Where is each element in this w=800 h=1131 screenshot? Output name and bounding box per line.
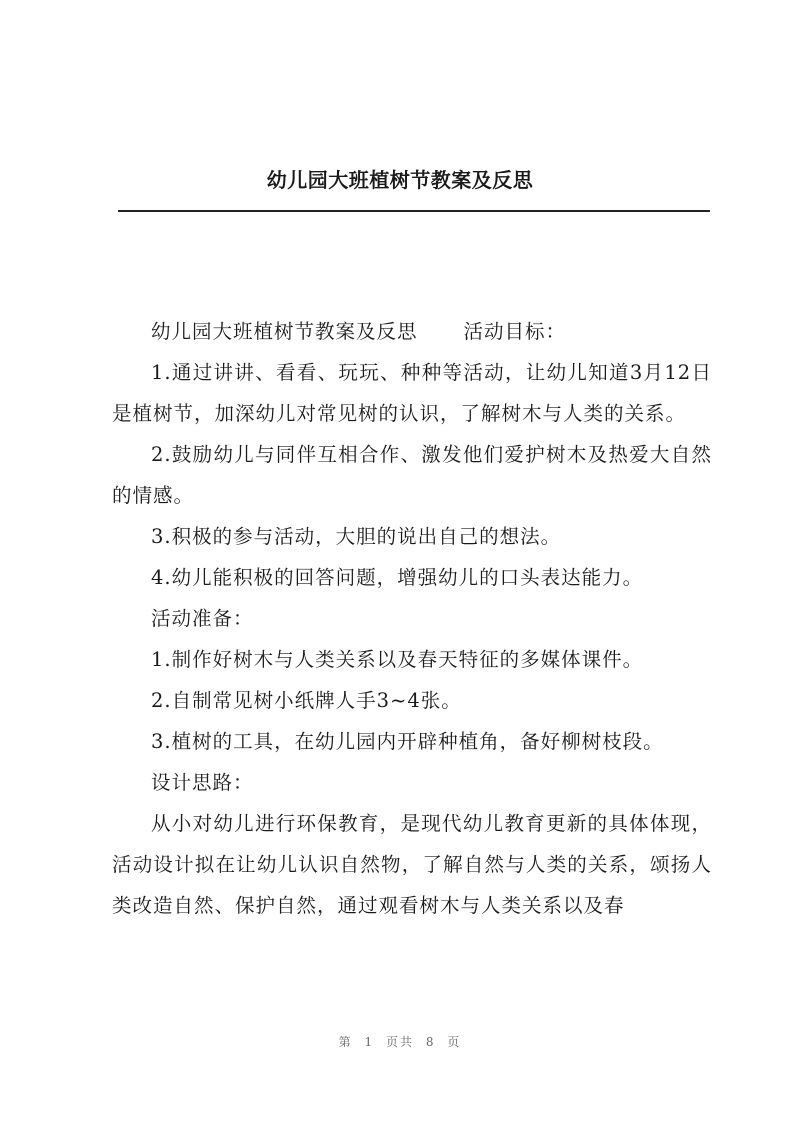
footer-page-of: 页共 (385, 1035, 414, 1049)
intro-title: 幼儿园大班植树节教案及反思 (151, 320, 418, 343)
footer-page-number: 1 (364, 1035, 375, 1049)
document-body (112, 311, 712, 926)
title-divider (118, 210, 710, 212)
paragraph: 1.通过讲讲、看看、玩玩、种种等活动，让幼儿知道3月12日是植树节，加深幼儿对常见树的认识，了解树木与人类的关系。 (112, 361, 712, 425)
section-heading: 活动准备： (151, 607, 254, 630)
paragraph: 3.积极的参与活动，大胆的说出自己的想法。 (151, 525, 562, 548)
footer-page-label: 第 (338, 1035, 353, 1049)
paragraph: 2.鼓励幼儿与同伴互相合作、激发他们爱护树木及热爱大自然的情感。 (112, 443, 712, 507)
paragraph: 从小对幼儿进行环保教育，是现代幼儿教育更新的具体体现，活动设计拟在让幼儿认识自然物，了解自然与人类的关系，颂扬人类改造自然、保护自然，通过观看树木与人类关系以及春 (112, 812, 712, 917)
paragraph: 2.自制常见树小纸牌人手3~4张。 (151, 689, 462, 712)
footer-page-suffix: 页 (447, 1035, 462, 1049)
footer-total-pages: 8 (425, 1035, 436, 1049)
intro-paragraph (112, 311, 712, 352)
paragraph: 3.植树的工具，在幼儿园内开辟种植角，备好柳树枝段。 (151, 730, 664, 753)
intro-heading: 活动目标： (463, 320, 567, 343)
document-title: 幼儿园大班植树节教案及反思 (266, 168, 534, 192)
section-heading: 设计思路： (151, 771, 254, 794)
paragraph: 1.制作好树木与人类关系以及春天特征的多媒体课件。 (151, 648, 644, 671)
page-footer (0, 1033, 800, 1050)
paragraph: 4.幼儿能积极的回答问题，增强幼儿的口头表达能力。 (151, 566, 644, 589)
